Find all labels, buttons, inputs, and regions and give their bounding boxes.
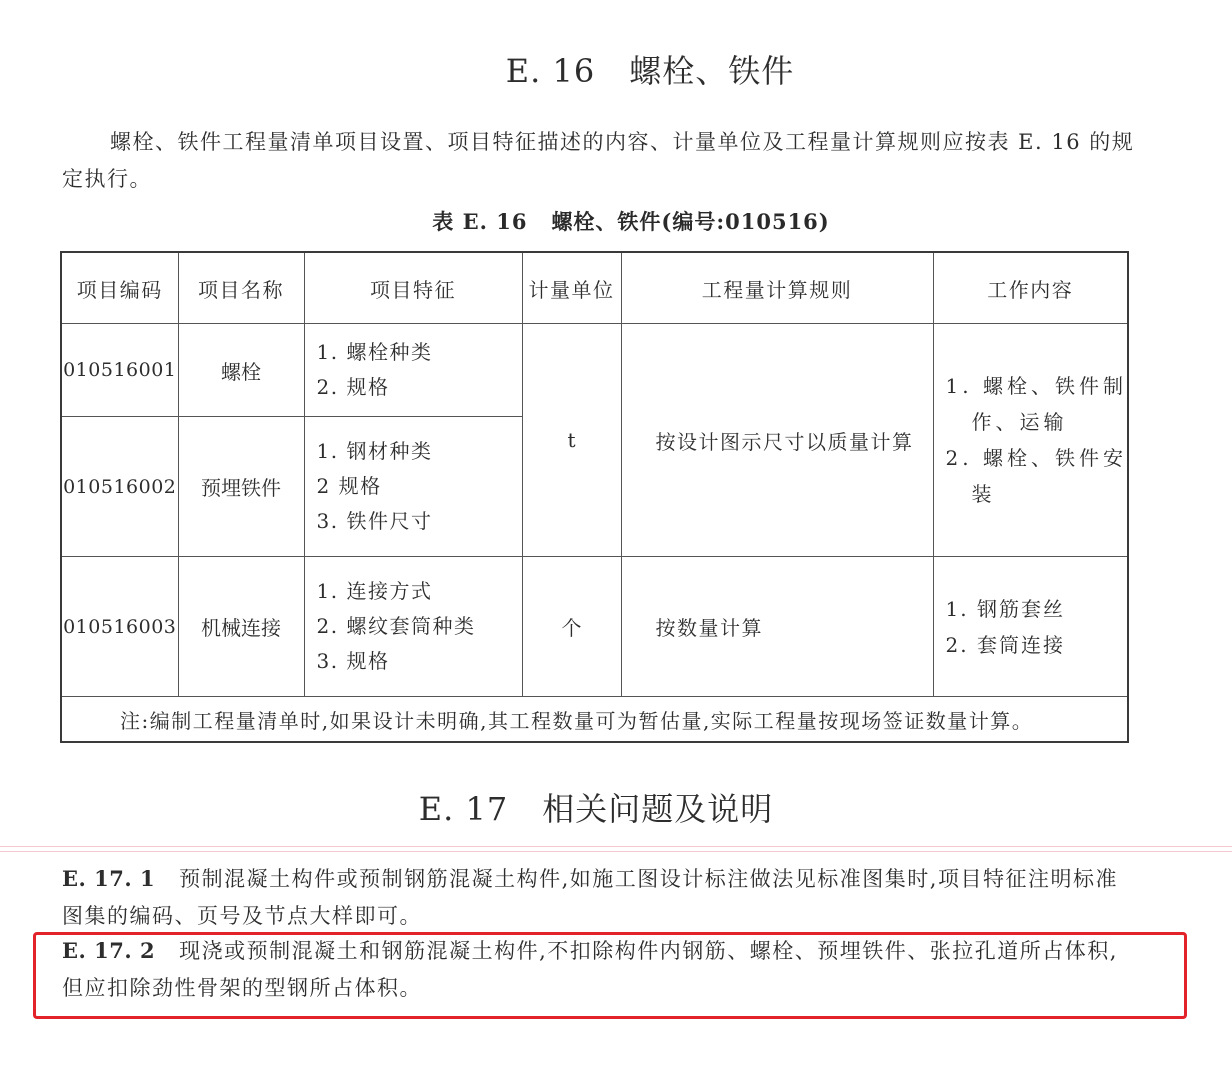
item-rule: 按数量计算: [621, 557, 933, 697]
section-number: E. 17: [418, 790, 509, 828]
header-code: 项目编码: [61, 252, 178, 324]
item-code: 010516001: [61, 324, 178, 417]
item-unit: t: [522, 324, 621, 557]
item-name: 机械连接: [178, 557, 304, 697]
header-name: 项目名称: [178, 252, 304, 324]
item-work: [933, 557, 1128, 697]
item-unit: 个: [522, 557, 621, 697]
work-line: 1. 螺栓、铁件制作、运输: [945, 374, 1127, 434]
feature-line: 2. 规格: [316, 375, 390, 399]
header-work: 工作内容: [933, 252, 1128, 324]
header-rule: 工程量计算规则: [621, 252, 933, 324]
section-heading-e17: [0, 784, 1212, 830]
item-features: [304, 557, 522, 697]
table-row: [61, 324, 1128, 417]
item-rule: 按设计图示尺寸以质量计算: [621, 324, 933, 557]
table-header-row: [61, 252, 1128, 324]
intro-paragraph: 螺栓、铁件工程量清单项目设置、项目特征描述的内容、计量单位及工程量计算规则应按表 E. 16 的规定执行。: [62, 130, 1135, 191]
feature-line: 1. 螺栓种类: [316, 340, 433, 364]
feature-line: 2. 螺纹套筒种类: [316, 614, 476, 638]
table-note-row: [61, 697, 1128, 743]
feature-line: 3. 规格: [316, 649, 390, 673]
highlight-box: [33, 932, 1187, 1019]
item-name: 预埋铁件: [178, 417, 304, 557]
clause-text: 现浇或预制混凝土和钢筋混凝土构件,不扣除构件内钢筋、螺栓、预埋铁件、张拉孔道所占体积,但应扣除劲性骨架的型钢所占体积。: [62, 939, 1118, 1000]
page-divider: [0, 846, 1232, 852]
item-features: [304, 324, 522, 417]
table-caption-number: 表 E. 16: [432, 209, 528, 234]
clause-id: E. 17. 1: [62, 866, 156, 891]
item-code: 010516002: [61, 417, 178, 557]
item-name: 螺栓: [178, 324, 304, 417]
spec-table: [60, 251, 1129, 743]
clause-text: 预制混凝土构件或预制钢筋混凝土构件,如施工图设计标注做法见标准图集时,项目特征注明标准图集的编码、页号及节点大样即可。: [62, 867, 1118, 928]
clause-id: E. 17. 2: [62, 938, 156, 963]
section-number: E. 16: [505, 52, 596, 90]
work-line: 2. 螺栓、铁件安装: [945, 446, 1127, 506]
feature-line: 1. 连接方式: [316, 579, 433, 603]
section-title: 相关问题及说明: [542, 790, 774, 828]
section-heading-e16: [34, 46, 1232, 92]
table-caption-title: 螺栓、铁件(编号:010516): [551, 209, 830, 234]
feature-line: 2 规格: [316, 474, 382, 498]
feature-line: 1. 钢材种类: [316, 439, 433, 463]
table-caption: [0, 206, 1232, 236]
header-unit: 计量单位: [522, 252, 621, 324]
feature-line: 3. 铁件尺寸: [316, 509, 433, 533]
section-title: 螺栓、铁件: [629, 52, 795, 90]
clause-e17-1: [62, 860, 1132, 935]
item-features: [304, 417, 522, 557]
table-note: 注:编制工程量清单时,如果设计未明确,其工程数量可为暂估量,实际工程量按现场签证数量计算。: [61, 697, 1128, 743]
item-code: 010516003: [61, 557, 178, 697]
work-line: 2. 套筒连接: [945, 632, 1065, 657]
work-line: 1. 钢筋套丝: [945, 596, 1065, 621]
table-row: [61, 557, 1128, 697]
header-features: 项目特征: [304, 252, 522, 324]
item-work: [933, 324, 1128, 557]
